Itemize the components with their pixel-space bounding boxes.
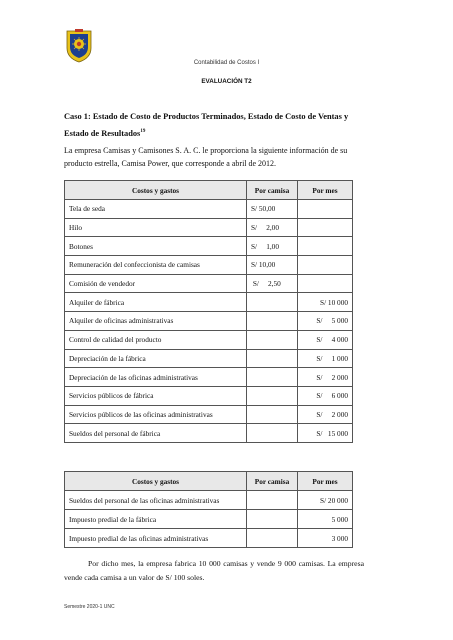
cell-item: Comisión de vendedor [65,274,247,293]
cell-por-mes: S/ 6 000 [298,386,353,405]
cell-item: Sueldos del personal de fábrica [65,424,247,443]
cell-por-mes: S/ 2 000 [298,405,353,424]
cell-item: Servicios públicos de las oficinas administrativas [65,405,247,424]
cell-por-camisa [247,529,298,548]
table-row [65,312,353,331]
cell-por-mes [298,218,353,237]
table-row [65,368,353,387]
table-row [65,256,353,275]
table-row [65,293,353,312]
table-row [65,200,353,219]
case-title-text: Caso 1: Estado de Costo de Productos Terminados, Estado de Costo de Ventas y Estado de Resultados [64,112,349,138]
table-row [65,349,353,368]
cell-por-camisa [247,491,298,510]
cell-item: Servicios públicos de fábrica [65,386,247,405]
table-row [65,218,353,237]
cell-item: Impuesto predial de las oficinas administrativas [65,529,247,548]
cell-por-mes [298,237,353,256]
table-row [65,491,353,510]
cell-por-camisa [247,368,298,387]
cell-item: Depreciación de la fábrica [65,349,247,368]
table-row [65,510,353,529]
table-row [65,274,353,293]
table-header-row [65,472,353,491]
cell-por-mes [298,256,353,275]
col-header-por-mes: Por mes [298,181,353,200]
case-title [64,109,374,141]
cell-por-camisa: S/ 10,00 [247,256,298,275]
cell-por-mes: S/ 5 000 [298,312,353,331]
cell-por-camisa: S/ 50,00 [247,200,298,219]
course-name: Contabilidad de Costos I [193,60,260,66]
cell-por-camisa: S/ 2,50 [247,274,298,293]
col-header-por-mes: Por mes [298,472,353,491]
cell-por-mes [298,200,353,219]
col-header-por-camisa: Por camisa [247,181,298,200]
table-row [65,330,353,349]
col-header-por-camisa: Por camisa [247,472,298,491]
cell-item: Depreciación de las oficinas administrativas [65,368,247,387]
cell-por-mes: S/ 2 000 [298,368,353,387]
cell-por-mes: 5 000 [298,510,353,529]
cell-item: Botones [65,237,247,256]
page-footer: Semestre 2020-1 UNC [64,604,115,610]
cell-item: Hilo [65,218,247,237]
cell-por-camisa [247,312,298,331]
table-header-row [65,181,353,200]
cell-item: Sueldos del personal de las oficinas administrativas [65,491,247,510]
cell-por-mes [298,274,353,293]
cell-por-mes: 3 000 [298,529,353,548]
col-header-costos: Costos y gastos [65,472,247,491]
table-row [65,237,353,256]
cell-por-camisa [247,349,298,368]
cell-item: Control de calidad del producto [65,330,247,349]
cell-por-mes: S/ 10 000 [298,293,353,312]
cell-item: Remuneración del confeccionista de camisas [65,256,247,275]
intro-paragraph: La empresa Camisas y Camisones S. A. C. le proporciona la siguiente información de su producto estrella, Camisa Power, que corresponde a abril de 2012. [64,146,348,168]
closing-paragraph: Por dicho mes, la empresa fabrica 10 000 camisas y vende 9 000 camisas. La empresa vende cada camisa a un valor de S/ 100 soles. [64,559,364,582]
case-title-mark: 19 [140,129,146,134]
cell-por-camisa: S/ 1,00 [247,237,298,256]
cell-por-mes: S/ 20 000 [298,491,353,510]
costs-table-1 [64,180,353,443]
cell-por-mes: S/ 1 000 [298,349,353,368]
cell-por-mes: S/ 4 000 [298,330,353,349]
cell-por-camisa [247,293,298,312]
cell-por-camisa: S/ 2,00 [247,218,298,237]
cell-item: Tela de seda [65,200,247,219]
table-row [65,529,353,548]
cell-por-mes: S/ 15 000 [298,424,353,443]
costs-table-2 [64,471,353,548]
col-header-costos: Costos y gastos [65,181,247,200]
table-row [65,405,353,424]
table-row [65,386,353,405]
cell-por-camisa [247,405,298,424]
cell-por-camisa [247,330,298,349]
evaluation-title: EVALUACIÓN T2 [201,78,252,85]
cell-por-camisa [247,386,298,405]
cell-item: Alquiler de fábrica [65,293,247,312]
university-shield-icon [64,28,94,64]
table-row [65,424,353,443]
cell-por-camisa [247,510,298,529]
cell-item: Alquiler de oficinas administrativas [65,312,247,331]
cell-por-camisa [247,424,298,443]
cell-item: Impuesto predial de la fábrica [65,510,247,529]
